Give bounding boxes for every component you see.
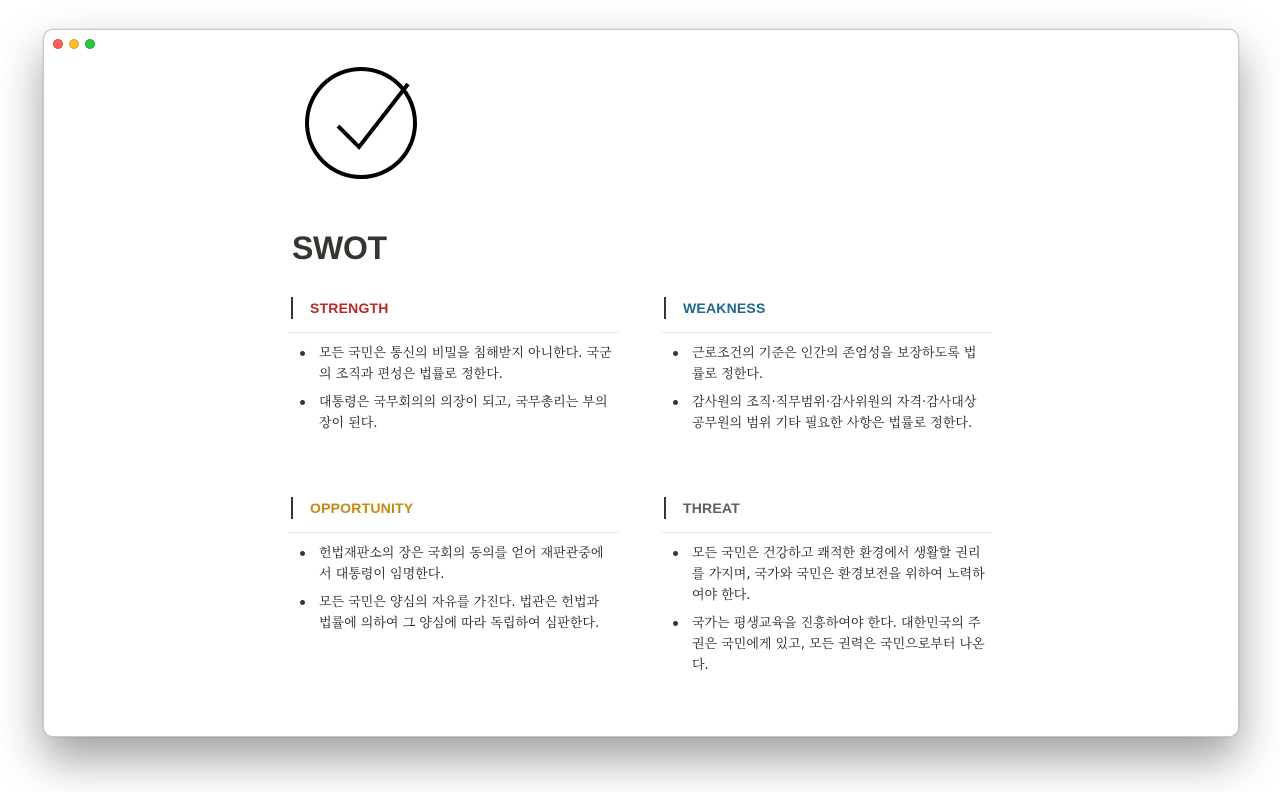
page-title[interactable]: SWOT	[292, 230, 387, 266]
list-item-text: 모든 국민은 통신의 비밀을 침해받지 아니한다. 국군의 조직과 편성은 법률로 정한다.	[319, 346, 612, 382]
maximize-window-button[interactable]	[85, 39, 95, 49]
list-item-text: 국가는 평생교육을 진흥하여야 한다. 대한민국의 주권은 국민에게 있고, 모든 권력은 국민으로부터 나온다.	[692, 616, 985, 673]
list-item[interactable]	[662, 392, 992, 434]
list-item[interactable]	[289, 392, 619, 434]
strength-list	[289, 343, 619, 434]
quote-bar	[291, 497, 293, 519]
bullet-icon	[673, 551, 678, 556]
list-item-text: 감사원의 조직·직무범위·감사위원의 자격·감사대상공무원의 범위 기타 필요한 사항은 법률로 정한다.	[692, 395, 977, 431]
strength-title: STRENGTH	[310, 300, 389, 316]
app-window	[43, 29, 1239, 737]
strength-heading[interactable]	[289, 296, 619, 320]
bullet-icon	[673, 621, 678, 626]
bullet-icon	[673, 400, 678, 405]
list-item-text: 모든 국민은 양심의 자유를 가진다. 법관은 헌법과 법률에 의하여 그 양심에 따라 독립하여 심판한다.	[319, 595, 600, 631]
list-item[interactable]	[662, 543, 992, 606]
opportunity-list	[289, 543, 619, 634]
divider	[662, 532, 992, 533]
weakness-list	[662, 343, 992, 434]
bullet-icon	[300, 400, 305, 405]
opportunity-section	[289, 496, 619, 641]
bullet-icon	[300, 551, 305, 556]
window-controls	[53, 39, 95, 49]
list-item-text: 헌법재판소의 장은 국회의 동의를 얻어 재판관중에서 대통령이 임명한다.	[319, 546, 604, 582]
close-window-button[interactable]	[53, 39, 63, 49]
check-circle-icon[interactable]	[304, 64, 422, 182]
threat-heading[interactable]	[662, 496, 992, 520]
quote-bar	[291, 297, 293, 319]
divider	[289, 332, 619, 333]
weakness-title: WEAKNESS	[683, 300, 766, 316]
quote-bar	[664, 497, 666, 519]
list-item-text: 근로조건의 기준은 인간의 존엄성을 보장하도록 법률로 정한다.	[692, 346, 977, 382]
opportunity-title: OPPORTUNITY	[310, 500, 414, 516]
strength-section	[289, 296, 619, 441]
divider	[289, 532, 619, 533]
list-item[interactable]	[289, 592, 619, 634]
minimize-window-button[interactable]	[69, 39, 79, 49]
opportunity-heading[interactable]	[289, 496, 619, 520]
bullet-icon	[300, 600, 305, 605]
divider	[662, 332, 992, 333]
quote-bar	[664, 297, 666, 319]
threat-section	[662, 496, 992, 683]
list-item[interactable]	[289, 343, 619, 385]
bullet-icon	[300, 351, 305, 356]
threat-title: THREAT	[683, 500, 740, 516]
threat-list	[662, 543, 992, 676]
weakness-heading[interactable]	[662, 296, 992, 320]
list-item[interactable]	[662, 343, 992, 385]
list-item[interactable]	[662, 613, 992, 676]
list-item-text: 대통령은 국무회의의 의장이 되고, 국무총리는 부의장이 된다.	[319, 395, 608, 431]
bullet-icon	[673, 351, 678, 356]
list-item-text: 모든 국민은 건강하고 쾌적한 환경에서 생활할 권리를 가지며, 국가와 국민은 환경보전을 위하여 노력하여야 한다.	[692, 546, 985, 603]
list-item[interactable]	[289, 543, 619, 585]
weakness-section	[662, 296, 992, 441]
